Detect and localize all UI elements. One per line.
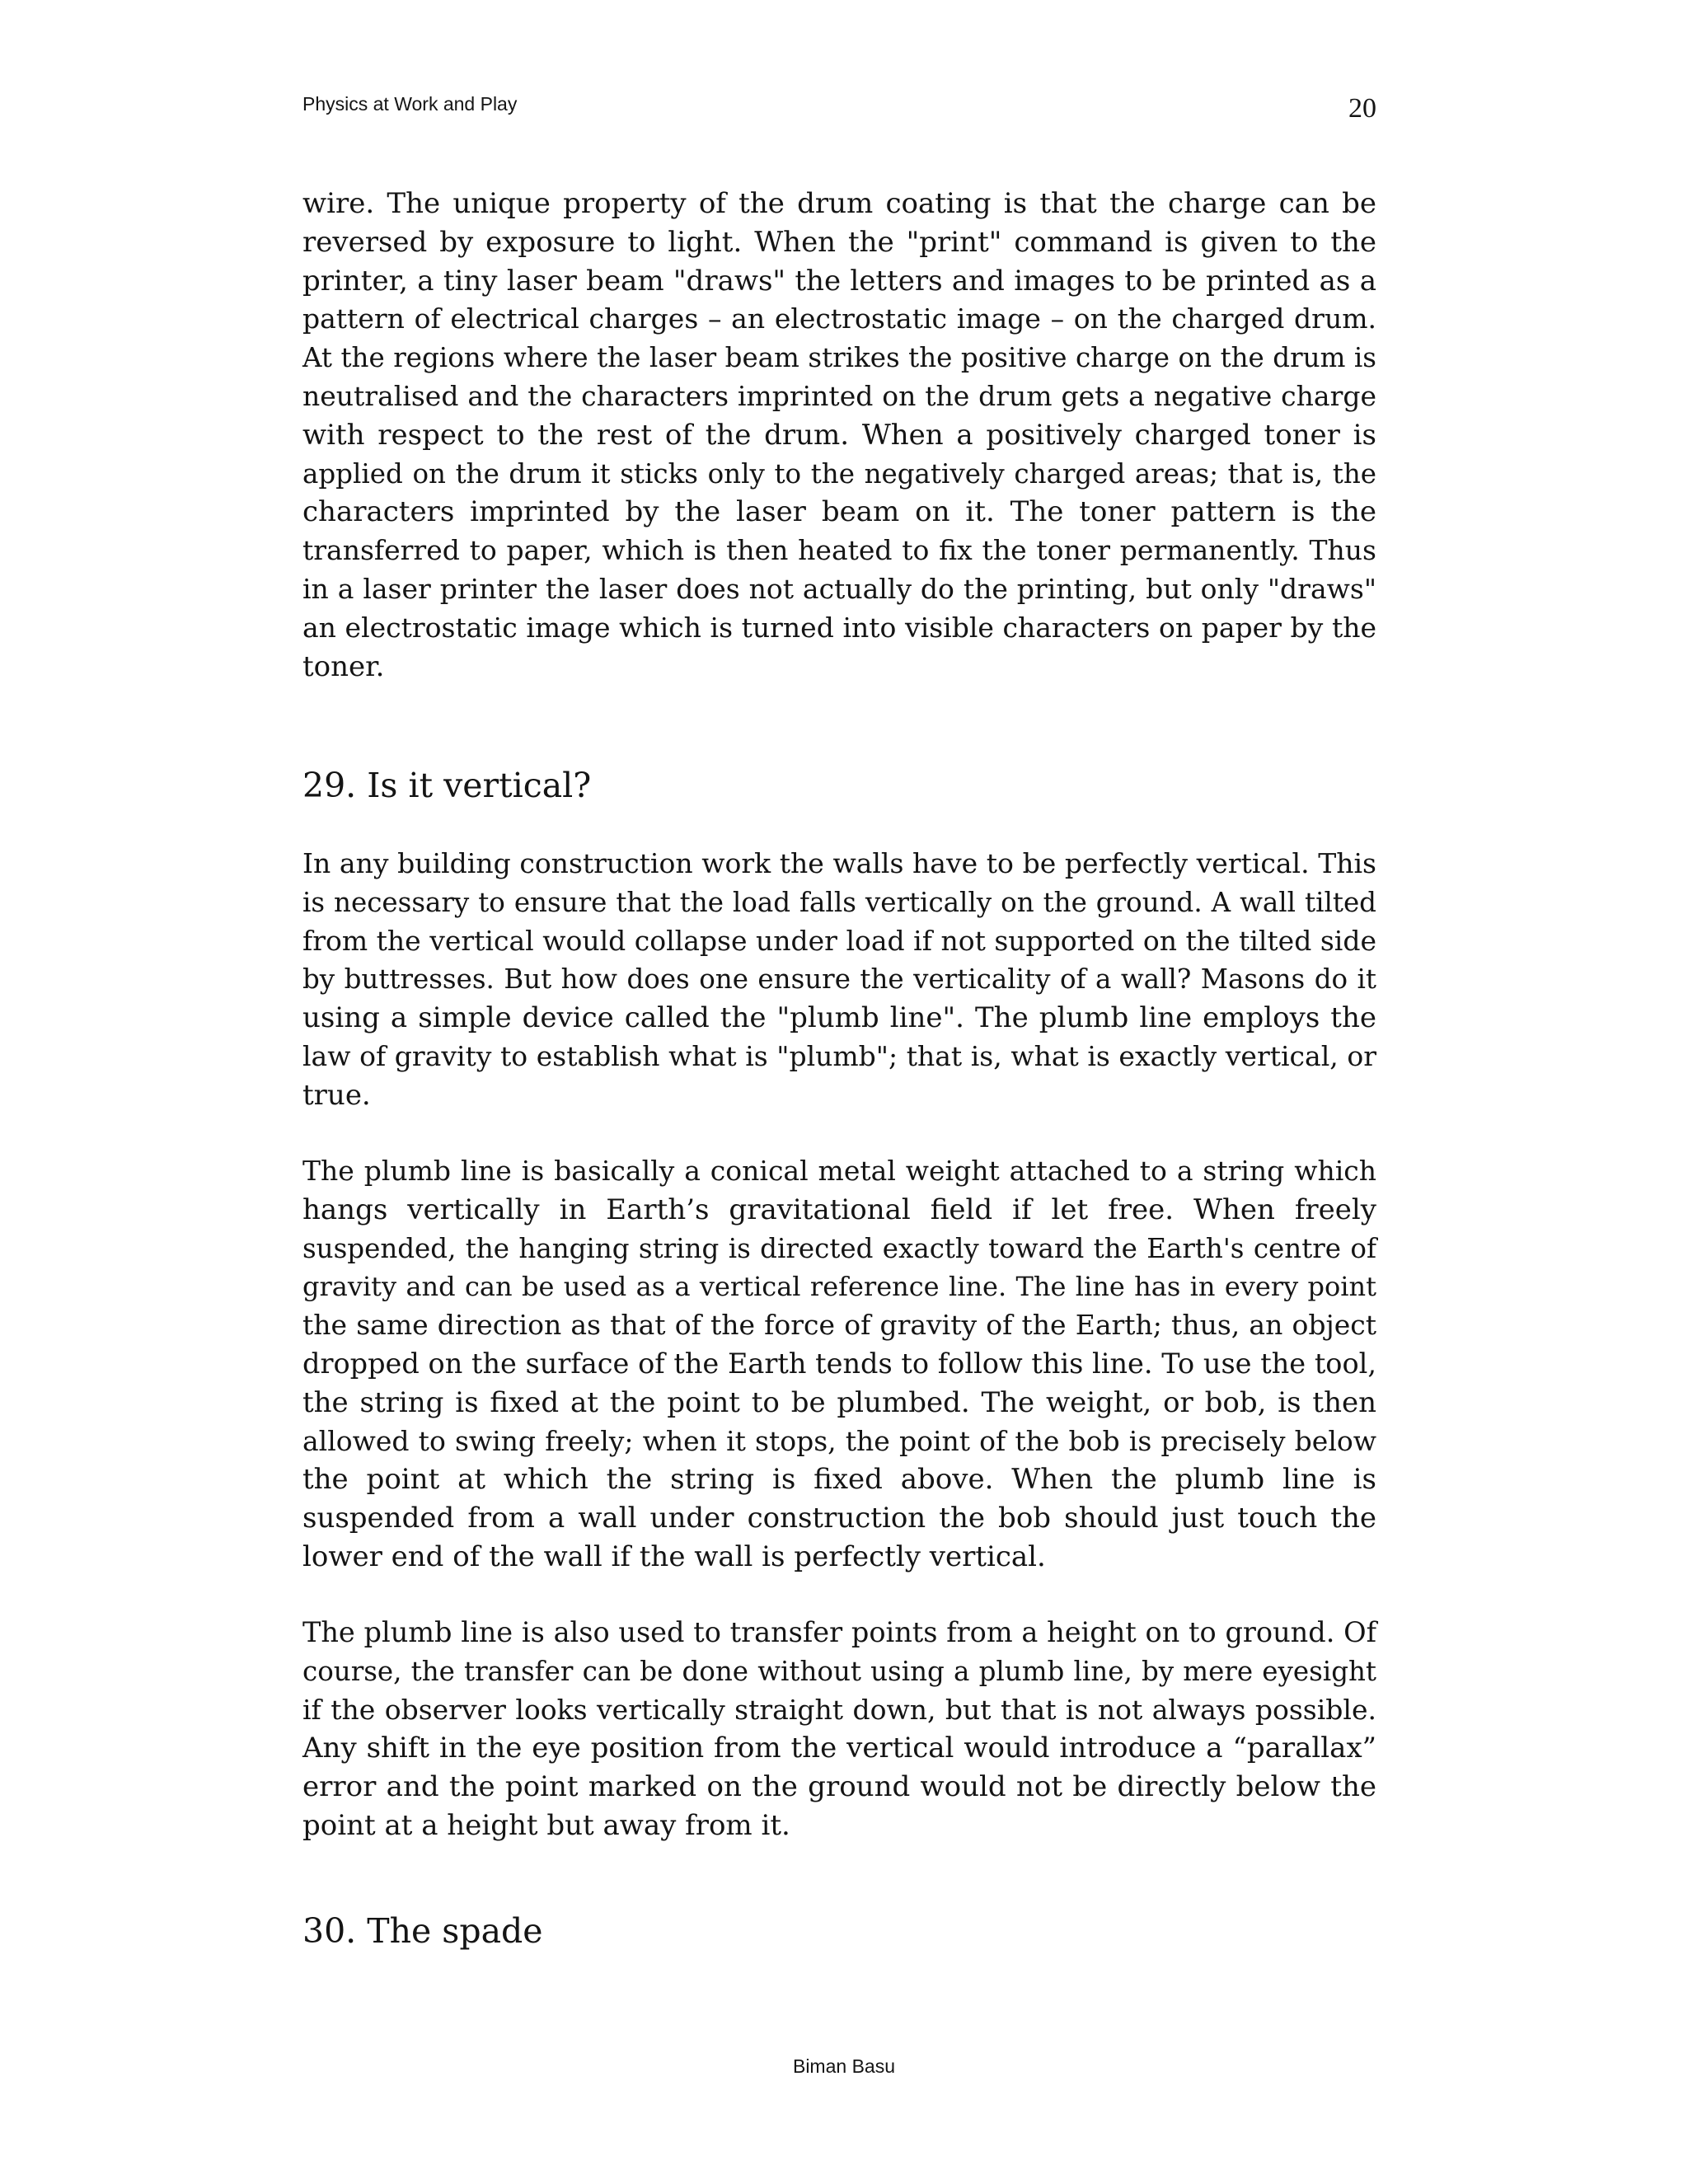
text-line: the string is fixed at the point to be plumbed. The weight, or bob, is then: [302, 1385, 1376, 1419]
book-title: Physics at Work and Play: [302, 93, 518, 115]
section-29-paragraph-2: [302, 1152, 1376, 1577]
text-line: The plumb line is basically a conical metal weight attached to a string which: [302, 1155, 1376, 1187]
text-line: an electrostatic image which is turned into visible characters on paper by the: [302, 611, 1376, 644]
text-line: transferred to paper, which is then heated to fix the toner permanently. Thus: [302, 534, 1376, 567]
text-line: characters imprinted by the laser beam on it. The toner pattern is the: [302, 495, 1376, 529]
text-line: toner.: [302, 649, 385, 683]
text-line: dropped on the surface of the Earth tends to follow this line. To use the tool,: [302, 1347, 1376, 1380]
text-line: In any building construction work the walls have to be perfectly vertical. This: [302, 847, 1376, 879]
section-heading-29: 29. Is it vertical?: [302, 766, 592, 805]
text-line: pattern of electrical charges – an electrostatic image – on the charged drum.: [302, 302, 1376, 335]
text-line: allowed to swing freely; when it stops, the point of the bob is precisely below: [302, 1424, 1376, 1457]
text-line: course, the transfer can be done without using a plumb line, by mere eyesight: [302, 1655, 1376, 1687]
text-line: wire. The unique property of the drum coating is that the charge can be: [302, 187, 1376, 220]
text-line: true.: [302, 1078, 371, 1112]
text-line: Any shift in the eye position from the vertical would introduce a “parallax”: [302, 1732, 1376, 1765]
page-number: 20: [1348, 93, 1376, 124]
text-line: hangs vertically in Earth’s gravitational field if let free. When freely: [302, 1193, 1376, 1226]
text-line: applied on the drum it sticks only to the negatively charged areas; that is, the: [302, 457, 1376, 490]
section-heading-30: 30. The spade: [302, 1911, 543, 1951]
text-line: error and the point marked on the ground would not be directly below the: [302, 1770, 1376, 1804]
section-29-paragraph-1: [302, 845, 1376, 1115]
text-line: suspended, the hanging string is directed exactly toward the Earth's centre of: [302, 1232, 1376, 1264]
text-line: law of gravity to establish what is "plumb"; that is, what is exactly vertical, or: [302, 1039, 1376, 1072]
text-line: neutralised and the characters imprinted on the drum gets a negative charge: [302, 379, 1376, 412]
text-line: with respect to the rest of the drum. When a positively charged toner is: [302, 418, 1376, 452]
paragraph-continued: [302, 185, 1376, 686]
text-line: lower end of the wall if the wall is perfectly vertical.: [302, 1540, 1046, 1573]
text-line: the same direction as that of the force of gravity of the Earth; thus, an object: [302, 1309, 1376, 1342]
text-line: using a simple device called the "plumb line". The plumb line employs the: [302, 1001, 1376, 1035]
text-line: in a laser printer the laser does not actually do the printing, but only "draws": [302, 572, 1376, 605]
text-line: is necessary to ensure that the load falls vertically on the ground. A wall tilted: [302, 886, 1376, 918]
text-line: by buttresses. But how does one ensure the verticality of a wall? Masons do it: [302, 963, 1376, 996]
text-line: point at a height but away from it.: [302, 1808, 790, 1842]
text-line: printer, a tiny laser beam "draws" the letters and images to be printed as a: [302, 264, 1376, 298]
text-line: from the vertical would collapse under load if not supported on the tilted side: [302, 924, 1376, 957]
text-line: The plumb line is also used to transfer points from a height on to ground. Of: [302, 1616, 1376, 1648]
text-line: At the regions where the laser beam strikes the positive charge on the drum is: [302, 342, 1376, 374]
text-line: gravity and can be used as a vertical reference line. The line has in every point: [302, 1271, 1376, 1303]
text-line: reversed by exposure to light. When the "print" command is given to the: [302, 225, 1376, 259]
text-line: suspended from a wall under construction the bob should just touch the: [302, 1502, 1376, 1535]
text-line: if the observer looks vertically straight down, but that is not always possible.: [302, 1693, 1376, 1726]
text-line: the point at which the string is fixed above. When the plumb line is: [302, 1463, 1376, 1497]
section-29-paragraph-3: [302, 1614, 1376, 1845]
page-footer-author: Biman Basu: [792, 2055, 895, 2077]
